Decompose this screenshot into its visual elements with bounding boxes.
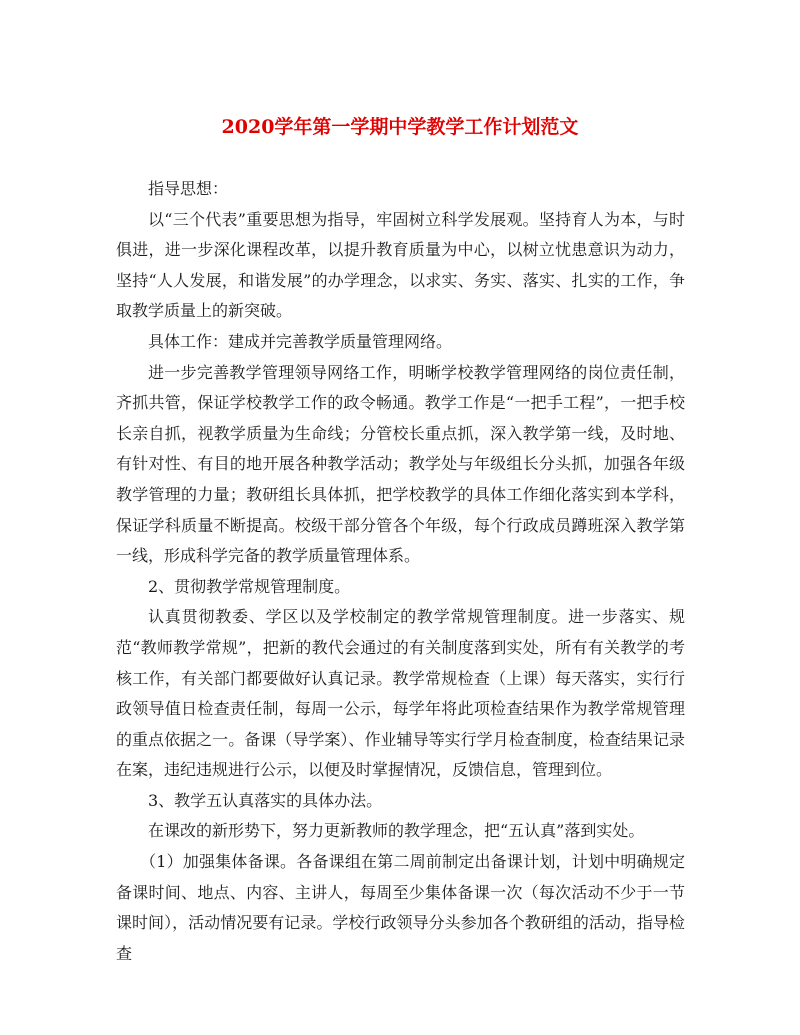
document-title: 2020学年第一学期中学教学工作计划范文	[221, 116, 579, 138]
paragraph-five-earnest: 在课改的新形势下，努力更新教师的教学理念，把“五认真”落到实处。	[148, 821, 645, 841]
document-body	[116, 174, 685, 969]
paragraph-guiding-thought-heading: 指导思想：	[148, 179, 229, 198]
paragraph-management-network: 进一步完善教学管理领导网络工作，明晰学校教学管理网络的岗位责任制，齐抓共管，保证学校教学工作的政令畅通。教学工作是“一把手工程”，一把手校长亲自抓，视教学质量为生命线；分管校长重点抓，深入教学第一线，及时地、有针对性、有目的地开展各种教学活动；教学处与年级组长分头抓，加强各年级教学管理的力量；教研组长具体抓，把学校教学的具体工作细化落实到本学科，保证学科质量不断提高。校级干部分管各个年级，每个行政成员蹲班深入教学第一线，形成科学完备的教学质量管理体系。	[116, 362, 685, 566]
section-heading-five-earnest: 3、教学五认真落实的具体办法。	[148, 790, 383, 810]
paragraph-collective-lesson-prep: （1）加强集体备课。各备课组在第二周前制定出备课计划，计划中明确规定备课时间、地点、内容、主讲人，每周至少集体备课一次（每次活动不少于一节课时间），活动情况要有记录。学校行政领导分头参加各个教研组的活动，指导检查	[116, 852, 685, 963]
section-heading-routine-management: 2、贯彻教学常规管理制度。	[148, 576, 351, 596]
paragraph-guiding-thought: 以“三个代表”重要思想为指导，牢固树立科学发展观。坚持育人为本，与时俱进，进一步深化课程改革，以提升教育质量为中心，以树立忧患意识为动力，坚持“人人发展，和谐发展”的办学理念，以求实、务实、落实、扎实的工作，争取教学质量上的新突破。	[116, 209, 685, 321]
paragraph-routine-management: 认真贯彻教委、学区以及学校制定的教学常规管理制度。进一步落实、规范“教师教学常规”，把新的教代会通过的有关制度落到实处，所有有关教学的考核工作，有关部门都要做好认真记录。教学常规检查（上课）每天落实，实行行政领导值日检查责任制，每周一公示，每学年将此项检查结果作为教学常规管理的重点依据之一。备课（导学案）、作业辅导等实行学月检查制度，检查结果记录在案，违纪违规进行公示，以便及时掌握情况，反馈信息，管理到位。	[116, 607, 685, 780]
paragraph-specific-work-heading: 具体工作：建成并完善教学质量管理网络。	[148, 331, 453, 351]
